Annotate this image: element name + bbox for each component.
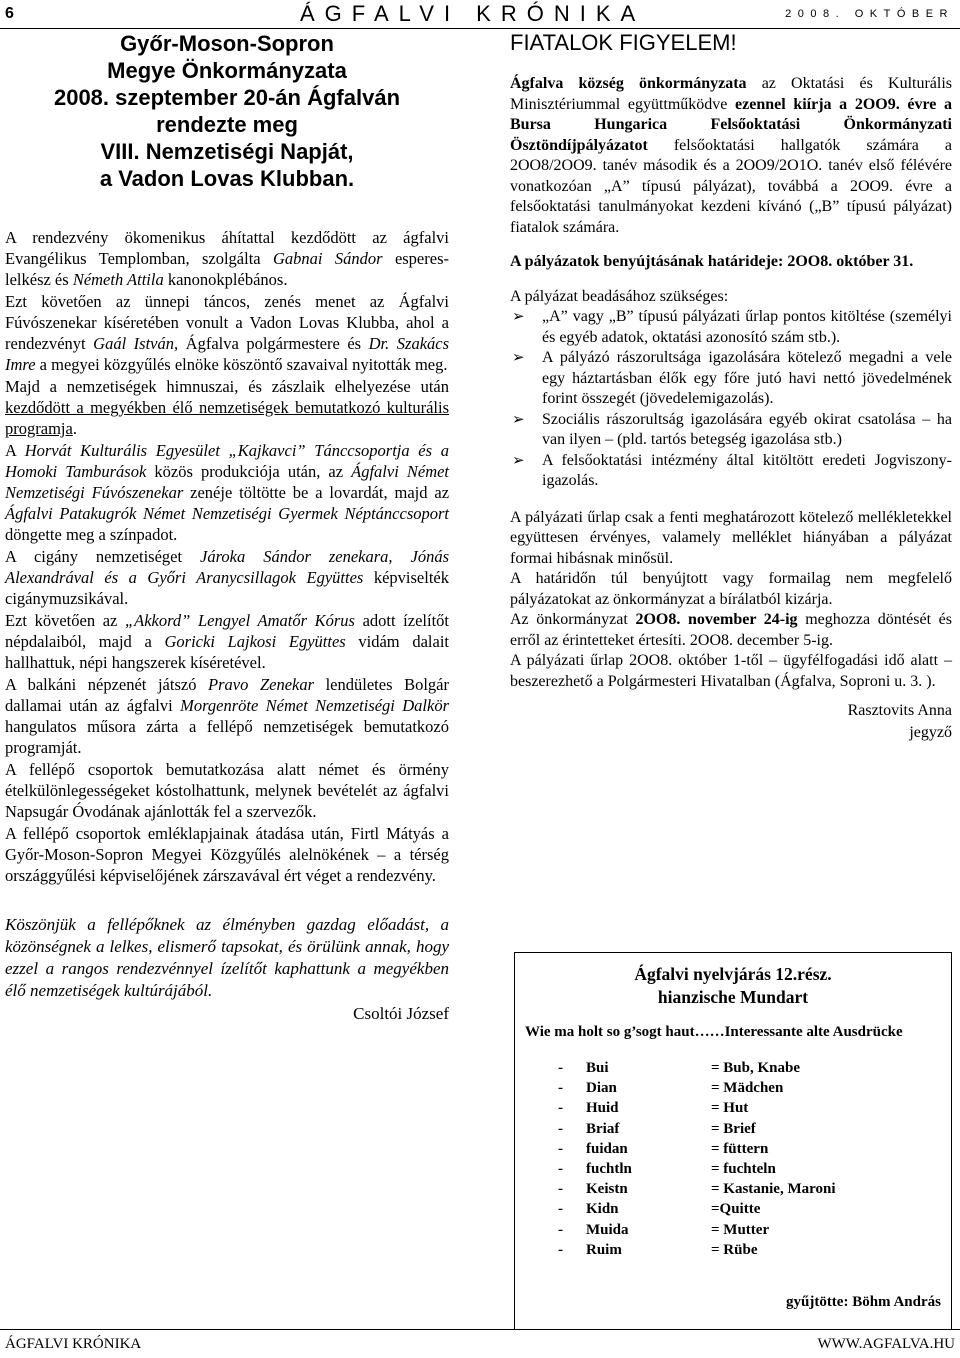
- footer-publication: ÁGFALVI KRÓNIKA: [5, 1336, 142, 1352]
- arrow-bullet-icon: ➢: [512, 452, 525, 469]
- article-paragraph: A balkáni népzenét játszó Pravo Zenekar lendületes Bolgár dallamai után az ágfalvi Morgenröte Német Nemzetiségi Dalkör hangulatos műsora zárta a fellépő nemzetiségek bemutatkozó programját.: [5, 675, 449, 757]
- arrow-bullet-icon: ➢: [512, 350, 525, 366]
- headline-line: rendezte meg: [156, 112, 298, 137]
- notice-signature: [510, 700, 952, 744]
- dialect-row: - Ruim = Rübe: [558, 1241, 758, 1258]
- dialect-row: - Briaf = Brief: [558, 1120, 756, 1137]
- notice-paragraph: Az önkormányzat 2OO8. november 24-ig meghozza döntését és erről az érintetteket értesíti. 2OO8. december 5-ig.: [510, 611, 952, 649]
- page-number: 6: [5, 5, 14, 22]
- notice-paragraph: A pályázati űrlap 2OO8. október 1-től – ügyfélfogadási idő alatt – beszerezhető a Polgármesteri Hivatalban (Ágfalva, Soproni u. 3. ).: [510, 652, 952, 690]
- article-paragraph: Majd a nemzetiségek himnuszai, és zászlaik elhelyezése után kezdődött a megyékben élő nemzetiségek bemutatkozó kulturális programja.: [5, 377, 449, 438]
- requirements-list: [510, 307, 952, 492]
- requirements-intro: A pályázat beadásához szükséges:: [510, 287, 729, 305]
- footer-website: WWW.AGFALVA.HU: [817, 1336, 955, 1352]
- collector-credit: gyűjtötte: Böhm András: [785, 1294, 941, 1310]
- article-paragraph: Ezt követően az ünnepi táncos, zenés menet az Ágfalvi Fúvószenekar kíséretében vonult a Vadon Lovas Klubba, ahol a rendezvényt Gaál István, Ágfalva polgármestere és Dr. Szakács Imre a megyei közgyűlés elnöke köszöntő szavaival nyitották meg.: [5, 292, 450, 374]
- signature-title: jegyző: [909, 724, 952, 741]
- notice-paragraph: A pályázati űrlap csak a fenti meghatározott kötelező mellékletekkel együttesen érvényes, valamely melléklet hiányában a pályázat formai hibásnak minősül.: [510, 508, 952, 567]
- list-item: ➢ A felsőoktatási intézmény által kitöltött eredeti Jogviszony-igazolás.: [512, 451, 952, 489]
- headline-line: 2008. szeptember 20-án Ágfalván: [53, 85, 401, 110]
- dialect-row: - Muida = Mutter: [558, 1221, 770, 1238]
- headline-line: a Vadon Lovas Klubban.: [99, 166, 355, 191]
- article-paragraph: A fellépő csoportok bemutatkozása alatt német és örmény ételkülönlegességeket kóstolhattunk, melynek bevételét az ágfalvi Napsugár Óvodának ajánlották fel a szervezők.: [5, 760, 449, 821]
- dialect-row: - Huid = Hut: [558, 1100, 749, 1117]
- dialect-box: [514, 952, 952, 1330]
- arrow-bullet-icon: ➢: [512, 309, 525, 325]
- list-item: ➢ „A” vagy „B” típusú pályázati űrlap pontos kitöltése (személyi és egyéb adatok, oktatási azonosító szám stb.).: [512, 308, 952, 346]
- article-paragraph: A Horvát Kulturális Egyesület „Kajkavci” Tánccsoportja és a Homoki Tamburások közös produkciója után, az Ágfalvi Német Nemzetiségi Fúvószenekar zenéje töltötte be a lovardát, majd az Ágfalvi Patakugrók Német Nemzetiségi Gyermek Néptánccsoport döngette meg a színpadot.: [5, 441, 450, 544]
- dialect-row: - fuidan = füttern: [558, 1140, 769, 1157]
- article-paragraph: Ezt követően az „Akkord” Lengyel Amatőr Kórus adott ízelítőt népdalaiból, majd a Goricki Lajkosi Együttes vidám dalait hallhattuk, népi hangszerek kíséretével.: [5, 611, 450, 672]
- list-item: ➢ A pályázó rászorultsága igazolására kötelező megadni a vele egy háztartásban élők egy főre jutó havi nettó jövedelmének forint összegét (jövedelemigazolás).: [512, 349, 952, 407]
- headline-line: VIII. Nemzetiségi Napját,: [100, 139, 354, 164]
- article-headline: [5, 30, 449, 192]
- right-column: [510, 30, 952, 744]
- dialect-row: - Kidn =Quitte: [558, 1201, 761, 1218]
- dialect-intro: Wie ma holt so g’sogt haut……Interessante alte Ausdrücke: [525, 1024, 903, 1040]
- list-item: ➢ Szociális rászorultság igazolására egyéb okirat csatolása – ha van ilyen – (pld. tartós betegség igazolása stb.): [512, 410, 952, 448]
- dialect-row: - Dian = Mädchen: [558, 1080, 784, 1097]
- issue-date: 2008. OKTÓBER: [785, 8, 954, 20]
- dialect-row: - Bui = Bub, Knabe: [558, 1060, 800, 1076]
- notice-paragraph: Ágfalva község önkormányzata az Oktatási és Kulturális Minisztériummal együttműködve ezennel kiírja a 2OO9. évre a Bursa Hungarica Felsőoktatási Önkormányzati Ösztöndíjpályázatot felsőoktatási hallgatók számára a 2OO8/2OO9. tanév második és a 2OO9/2O1O. tanév első félévére vonatkozóan „A” típusú pályázat), továbbá a 2OO9. évre a felsőoktatási tanulmányokat kezdeni kívánó („B” típusú pályázat) fiatalok számára.: [510, 75, 952, 236]
- article-paragraph: A cigány nemzetiséget Jároka Sándor zenekara, Jónás Alexandrával és a Győri Aranycsillagok Együttes képviselték cigánymuzsikával.: [5, 547, 449, 608]
- dialect-title: Ágfalvi nyelvjárás 12.rész.: [634, 964, 832, 984]
- thanks-paragraph: Köszönjük a fellépőknek az élményben gazdag előadást, a közönségnek a lelkes, elismerő tapsokat, és örülünk annak, hogy ezzel a rangos rendezvénnyel ízelítőt kaphattunk a megyékben élő nemzetiségek kultúrájából.: [5, 915, 449, 1000]
- page-footer: [0, 1329, 960, 1358]
- dialect-row: - fuchtln = fuchteln: [558, 1161, 776, 1178]
- dialect-subtitle: hianzische Mundart: [657, 987, 809, 1007]
- notice-paragraph: A határidőn túl benyújtott vagy formailag nem megfelelő pályázatokat az önkormányzat a bírálatból kizárja.: [510, 570, 952, 608]
- headline-line: Győr-Moson-Sopron: [120, 31, 334, 56]
- left-column: [5, 30, 449, 1025]
- dialect-list: [558, 1058, 951, 1260]
- article-paragraph: A rendezvény ökomenikus áhítattal kezdődött az ágfalvi Evangélikus Templomban, szolgálta Gabnai Sándor esperes-lelkész és Németh Attila kanonokplébános.: [5, 228, 449, 289]
- signature-name: Rasztovits Anna: [847, 702, 952, 719]
- dialect-row: - Keistn = Kastanie, Maroni: [558, 1181, 836, 1198]
- notice-headline: FIATALOK FIGYELEM!: [510, 30, 737, 55]
- article-paragraph: A fellépő csoportok emléklapjainak átadása után, Firtl Mátyás a Győr-Moson-Sopron Megyei Közgyűlés alelnökének – a térség országgyűlési képviselőjének zárszavával ért véget a rendezvény.: [5, 824, 449, 885]
- author-signature: Csoltói József: [353, 1004, 449, 1023]
- deadline-text: A pályázatok benyújtásának határideje: 2OO8. október 31.: [510, 253, 914, 270]
- publication-title: ÁGFALVI KRÓNIKA: [300, 1, 646, 26]
- page-header: [0, 0, 960, 29]
- headline-line: Megye Önkormányzata: [107, 58, 347, 83]
- arrow-bullet-icon: ➢: [512, 411, 525, 428]
